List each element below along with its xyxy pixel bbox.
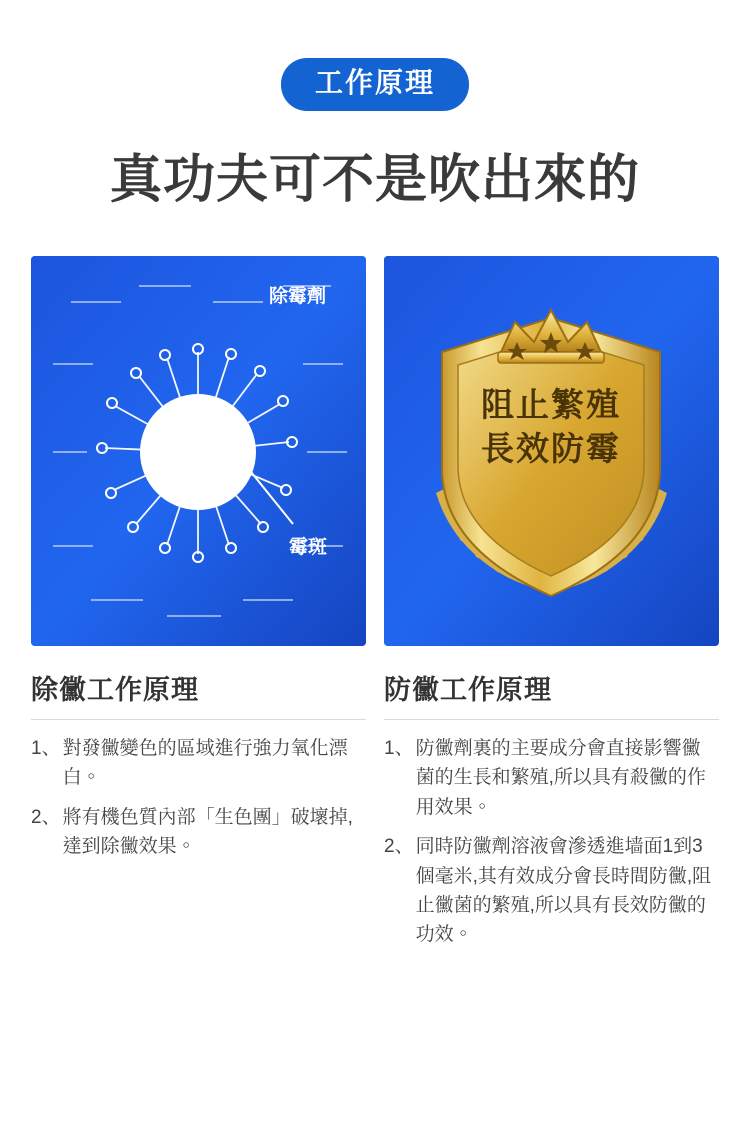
list-item <box>31 734 366 793</box>
list-item-text: 將有機色質內部「生色團」破壞掉,達到除黴效果。 <box>62 806 353 858</box>
mold-removal-diagram <box>31 256 366 646</box>
list-item-number: 2、 <box>31 806 61 828</box>
list-item-number: 1、 <box>384 737 414 759</box>
section-badge: 工作原理 <box>281 58 469 111</box>
shield-illustration <box>384 256 719 646</box>
list-mold-prevention <box>384 734 719 950</box>
mold-prevention-shield <box>384 256 719 646</box>
shield-line-1: 阻止繁殖 <box>481 385 621 423</box>
panel-mold-removal <box>31 256 366 960</box>
section-badge-container <box>0 58 750 111</box>
shield-line-2: 長效防霉 <box>481 429 621 467</box>
page-title: 真功夫可不是吹出來的 <box>109 150 640 209</box>
list-item-text: 防黴劑裏的主要成分會直接影響黴菌的生長和繁殖,所以具有殺黴的作用效果。 <box>415 737 706 818</box>
panel-mold-prevention <box>384 256 719 960</box>
list-item-number: 2、 <box>384 836 414 858</box>
panel-title-mold-prevention: 防黴工作原理 <box>384 668 719 720</box>
panels-container <box>0 256 750 960</box>
list-item-text: 對發黴變色的區域進行強力氧化漂白。 <box>62 737 348 789</box>
list-item <box>384 734 719 822</box>
label-spot: 霉斑 <box>289 536 328 558</box>
list-item <box>384 832 719 950</box>
list-mold-removal <box>31 734 366 862</box>
list-item <box>31 803 366 862</box>
label-agent: 除霉劑 <box>269 285 327 307</box>
mold-removal-illustration <box>31 256 366 646</box>
list-item-number: 1、 <box>31 737 61 759</box>
panel-title-mold-removal: 除黴工作原理 <box>31 668 366 720</box>
list-item-text: 同時防黴劑溶液會滲透進墙面1到3個毫米,其有效成分會長時間防黴,阻止黴菌的繁殖,所以具有長效防黴的功效。 <box>415 836 712 946</box>
